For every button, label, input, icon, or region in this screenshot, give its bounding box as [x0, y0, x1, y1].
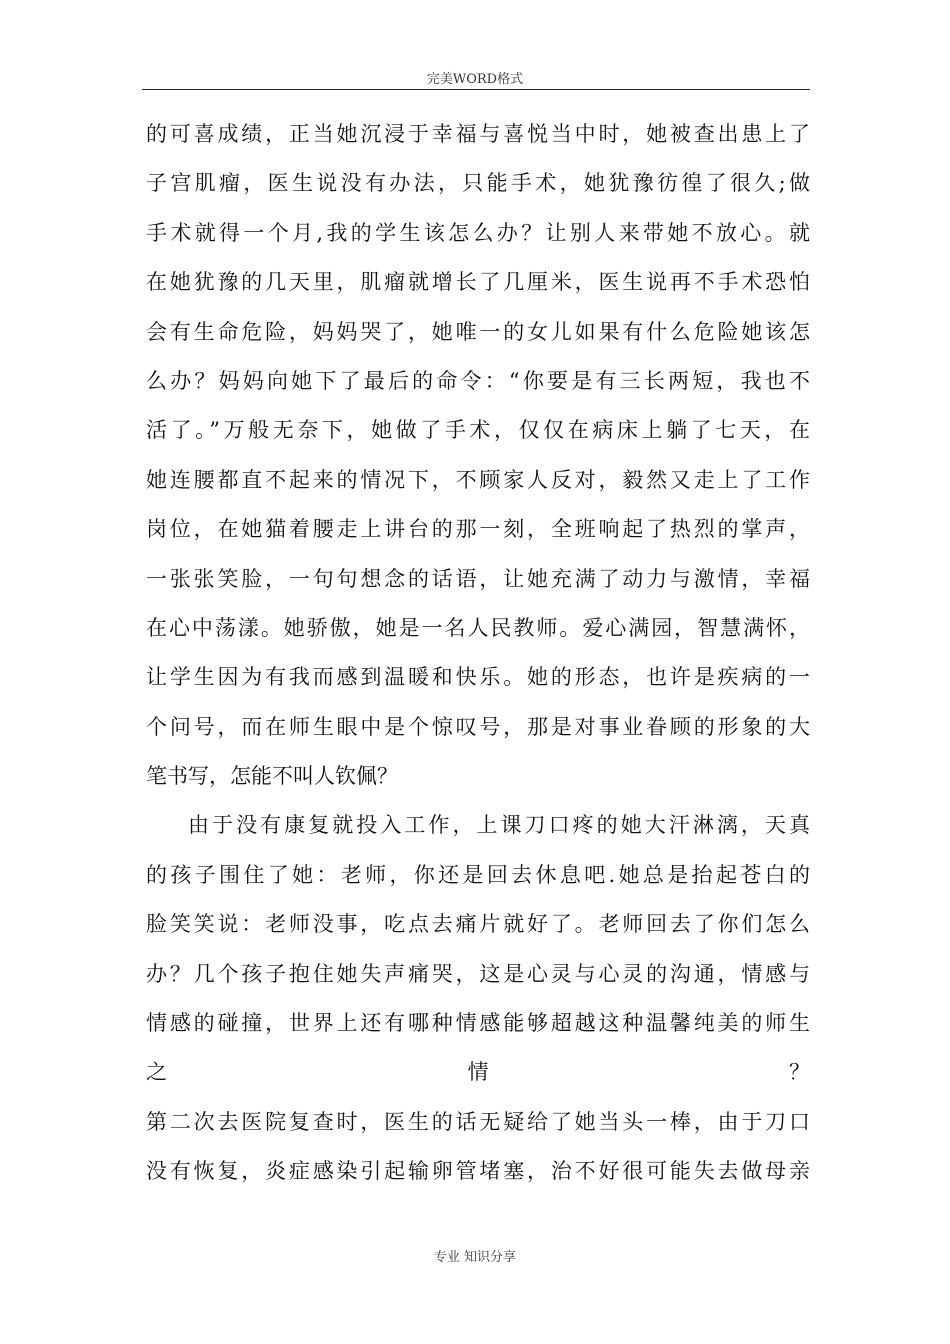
text-line: 第二次去医院复查时，医生的话无疑给了她当头一棒，由于刀口 — [146, 1109, 810, 1134]
text-line: 么办？妈妈向她下了最后的命令：“你要是有三长两短，我也不 — [146, 368, 810, 393]
text-line: 她连腰都直不起来的情况下，不顾家人反对，毅然又走上了工作 — [146, 467, 810, 492]
text-line: 没有恢复，炎症感染引起输卵管堵塞，治不好很可能失去做母亲 — [146, 1159, 810, 1184]
text-line: 办？几个孩子抱住她失声痛哭，这是心灵与心灵的沟通，情感与 — [146, 961, 810, 986]
text-line: 活了。”万般无奈下，她做了手术，仅仅在病床上躺了七天，在 — [146, 418, 810, 443]
text-line: 在心中荡漾。她骄傲，她是一名人民教师。爱心满园，智慧满怀， — [146, 615, 810, 640]
header-divider — [142, 89, 810, 90]
text-line: 在她犹豫的几天里，肌瘤就增长了几厘米，医生说再不手术恐怕 — [146, 270, 810, 295]
text-line: 情感的碰撞，世界上还有哪种情感能够超越这种温馨纯美的师生 — [146, 1011, 810, 1036]
text-line: 之情？ — [146, 1060, 810, 1085]
page-header: 完美WORD格式 — [426, 72, 524, 87]
text-line: 个问号，而在师生眼中是个惊叹号，那是对事业眷顾的形象的大 — [146, 714, 810, 739]
text-line: 手术就得一个月,我的学生该怎么办？让别人来带她不放心。就 — [146, 220, 810, 245]
text-line: 的孩子围住了她：老师，你还是回去休息吧.她总是抬起苍白的 — [146, 862, 810, 887]
text-line: 由于没有康复就投入工作，上课刀口疼的她大汗淋漓，天真 — [188, 813, 810, 838]
text-line: 会有生命危险，妈妈哭了，她唯一的女儿如果有什么危险她该怎 — [146, 319, 810, 344]
text-line: 脸笑笑说：老师没事，吃点去痛片就好了。老师回去了你们怎么 — [146, 912, 810, 937]
page-footer: 专业 知识分享 — [433, 1250, 517, 1265]
text-line: 让学生因为有我而感到温暖和快乐。她的形态，也许是疾病的一 — [146, 665, 810, 690]
text-line: 一张张笑脸，一句句想念的话语，让她充满了动力与激情，幸福 — [146, 566, 810, 591]
text-line: 笔书写，怎能不叫人钦佩？ — [146, 764, 398, 789]
document-body — [146, 110, 810, 1197]
text-line: 的可喜成绩，正当她沉浸于幸福与喜悦当中时，她被查出患上了 — [146, 122, 810, 146]
text-line: 子宫肌瘤，医生说没有办法，只能手术，她犹豫彷徨了很久;做 — [146, 171, 810, 196]
text-line: 岗位，在她猫着腰走上讲台的那一刻，全班响起了热烈的掌声， — [146, 517, 810, 542]
